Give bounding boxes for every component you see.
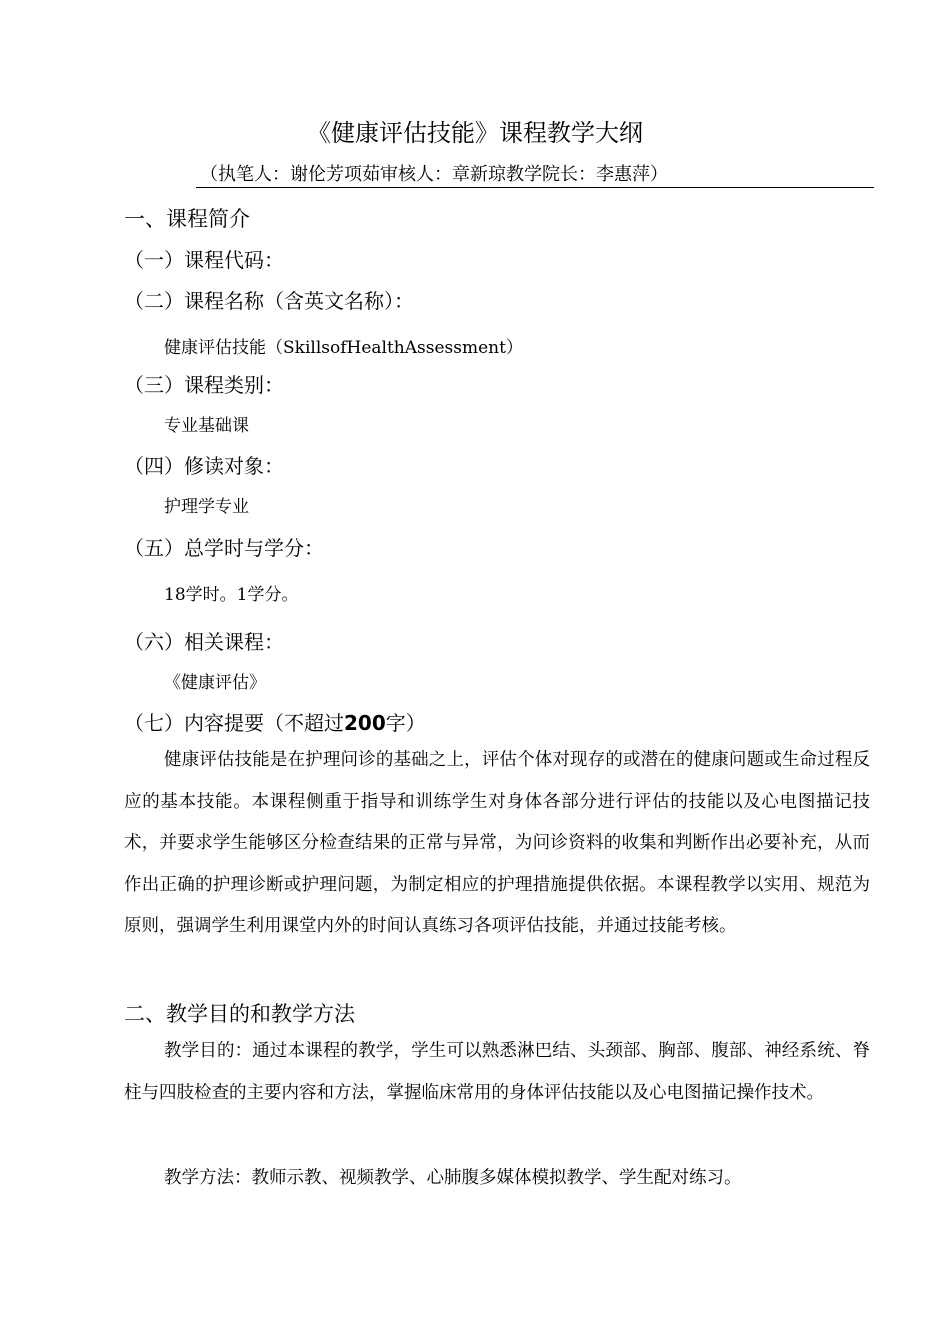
audience-value: 护理学专业 [164, 497, 249, 517]
section-1-heading: 一、课程简介 [124, 207, 250, 231]
summary-heading-suffix: 字） [385, 711, 426, 735]
summary-paragraph: 健康评估技能是在护理问诊的基础之上，评估个体对现存的或潜在的健康问题或生命过程反应的基本技能。本课程侧重于指导和训练学生对身体各部分进行评估的技能以及心电图描记技术，并要求学生能够区分检查结果的正常与异常，为问诊资料的收集和判断作出必要补充，从而作出正确的护理诊断或护理问题，为制定相应的护理措施提供依据。本课程教学以实用、规范为原则，强调学生利用课堂内外的时间认真练习各项评估技能，并通过技能考核。 [124, 750, 870, 936]
hours-credits-value: 18学时。1学分。 [164, 585, 299, 605]
authors-line: （执笔人：谢伦芳项茹审核人：章新琼教学院长：李惠萍） [200, 164, 668, 185]
summary-heading-prefix: （七）内容提要（不超过 [124, 711, 344, 735]
document-title: 《健康评估技能》课程教学大纲 [307, 119, 643, 147]
summary-heading-number: 200 [344, 711, 386, 735]
hours-credits-heading: （五）总学时与学分： [124, 536, 324, 560]
header-rule [196, 187, 874, 188]
course-name-heading: （二）课程名称（含英文名称）： [124, 289, 414, 313]
course-category-value: 专业基础课 [164, 416, 249, 436]
course-category-heading: （三）课程类别： [124, 373, 284, 397]
related-courses-value: 《健康评估》 [164, 673, 266, 693]
summary-heading [124, 707, 426, 736]
course-code-heading: （一）课程代码： [124, 248, 284, 272]
teaching-aim-paragraph: 教学目的：通过本课程的教学，学生可以熟悉淋巴结、头颈部、胸部、腹部、神经系统、脊柱与四肢检查的主要内容和方法，掌握临床常用的身体评估技能以及心电图描记操作技术。 [124, 1041, 870, 1103]
teaching-method-paragraph: 教学方法：教师示教、视频教学、心肺腹多媒体模拟教学、学生配对练习。 [164, 1168, 742, 1188]
section-2-heading: 二、教学目的和教学方法 [124, 1002, 355, 1026]
audience-heading: （四）修读对象： [124, 454, 284, 478]
course-name-value: 健康评估技能（SkillsofHealthAssessment） [164, 338, 523, 358]
related-courses-heading: （六）相关课程： [124, 630, 284, 654]
